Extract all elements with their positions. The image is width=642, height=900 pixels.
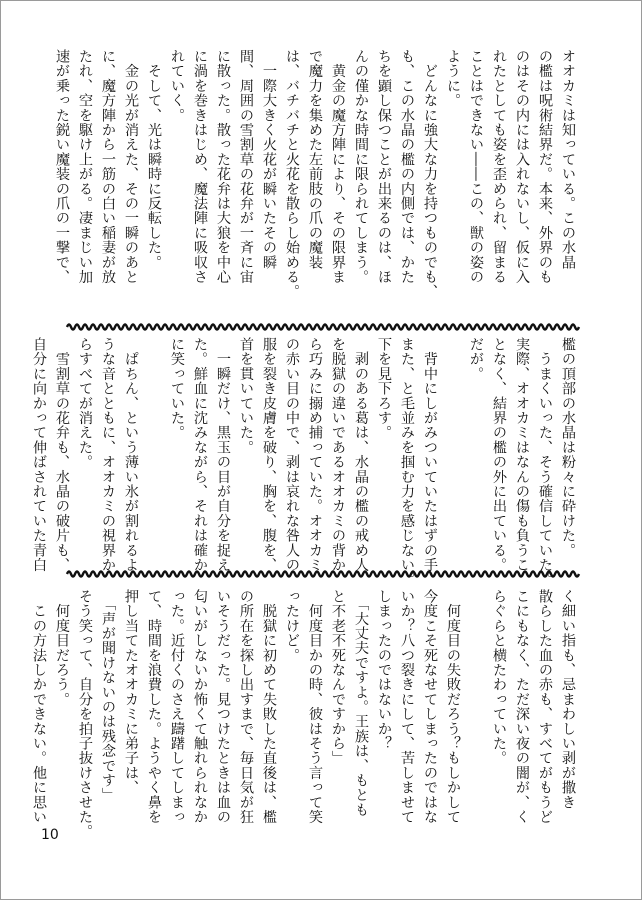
text-line: となく、結界の檻の外に出ている。: [491, 337, 507, 573]
text-line: うな音とともに、オオカミの視界か: [100, 337, 116, 573]
text-line: 速が乗った鋭い魔装の爪の一撃で、: [54, 49, 70, 285]
text-line: らぐらと横たわっていた。: [491, 589, 507, 766]
text-line: うまくいった、そう確信していた。: [537, 337, 553, 587]
text-line: 雪割草の花弁も、水晶の破片も、: [54, 337, 70, 573]
section-divider: [67, 568, 579, 580]
text-line: 檻の頂部の水晶は粉々に砕けた。: [560, 337, 576, 558]
text-line: [464, 589, 487, 819]
text-line: れたとしても姿を歪められ、留まる: [491, 49, 507, 285]
text-line: った。近付くのさえ躊躇してしまっ: [169, 589, 185, 825]
text-line: ことはできない――この、獣の姿の: [468, 49, 484, 285]
text-line: 服を裂き皮膚を破り、胸を、腹を、: [261, 337, 277, 573]
text-line: 首を貫いていた。: [238, 337, 254, 455]
text-line: 匂いがしないか怖くて触れられなか: [192, 589, 208, 825]
text-line: たれ、空を駆け上がる。凄まじい加: [77, 49, 93, 285]
text-line: んの僅かな時間に限られてしまう。: [353, 49, 369, 285]
text-line: ら巧みに搦め捕っていた。オオカミ: [307, 337, 323, 573]
text-line: こにもなく、ただ深い夜の闇が、く: [514, 589, 530, 825]
text-line: は、バチバチと火花を散らし始める。: [284, 49, 300, 299]
text-line: 「声が聞けないのは残念です」: [100, 589, 116, 803]
text-line: [441, 337, 464, 559]
text-line: に散った。散った花弁は大狼を中心: [215, 49, 231, 285]
text-line: に渦を巻きはじめ、魔法陣に吸収さ: [192, 49, 208, 285]
text-line: 黄金の魔方陣により、その限界ま: [330, 49, 346, 285]
text-line: 脱獄に初めて失敗した直後は、檻: [261, 589, 277, 825]
text-line: ったけど。: [284, 589, 300, 663]
text-line: 今度こそ死なせてしまったのではな: [422, 589, 438, 825]
text-line: 下を見下ろす。: [376, 337, 392, 440]
text-line: 金の光が消えた、その一瞬のあと: [123, 49, 139, 285]
text-line: また、と毛並みを掴む力を感じない。: [399, 337, 415, 587]
text-line: 「大丈夫ですよ。王族は、もとも: [353, 589, 369, 818]
text-line: 実際、オオカミはなんの傷も負うこ: [514, 337, 530, 573]
text-line: 何度目の失敗だろう？もしかして: [445, 589, 461, 825]
text-line: 剥のある葛は、水晶の檻の戒め人: [353, 337, 369, 573]
text-line: も、この水晶の檻の内側では、かた: [399, 49, 415, 285]
text-line: れていく。: [169, 49, 185, 123]
text-line: で魔力を集めた左前肢の爪の魔装: [307, 49, 323, 270]
text-line: [142, 337, 165, 559]
text-block-2: [31, 337, 579, 587]
text-line: オオカミは知っている。この水晶: [560, 49, 576, 270]
text-line: この方法しかできない。他に思い: [31, 589, 47, 825]
text-line: 押し当てたオオカミに弟子は、: [123, 589, 139, 795]
text-line: を脱獄の違いであるオオカミの背か: [330, 337, 346, 573]
text-line: と不老不死なんですから」: [330, 589, 346, 766]
text-line: に笑っていた。: [169, 337, 185, 440]
text-line: 背中にしがみついていたはずの手: [422, 337, 438, 573]
text-line: に、魔方陣から一筋の白い稲妻が放: [100, 49, 116, 285]
text-line: 自分に向かって伸ばされていた青白: [31, 337, 47, 573]
text-line: そして、光は瞬時に反転した。: [146, 49, 162, 270]
text-line: て、時間を浪費した。ようやく鼻を: [146, 589, 162, 825]
text-line: の所在を探し出すまで、毎日気が狂: [238, 589, 254, 825]
text-line: 散らした血の赤も、すべてがもうど: [537, 589, 553, 825]
text-line: 一際大きく火花が瞬いたその瞬: [261, 49, 277, 270]
text-line: 何度目だろう。: [54, 589, 70, 707]
text-line: だが。: [468, 337, 484, 382]
page-number: 10: [41, 827, 59, 843]
text-line: いか？八つ裂きにして、苦しませて: [399, 589, 415, 825]
text-line: いそうだった。見つけたときは血の: [215, 589, 231, 825]
section-divider: [67, 321, 579, 333]
text-line: 間、周囲の雪割草の花弁が一斉に宙: [238, 49, 254, 285]
text-line: のはその内には入れないし、仮に入: [514, 49, 530, 285]
text-line: 一瞬だけ、黒玉の目が自分を捉え: [215, 337, 231, 573]
text-line: ちを顕し保つことが出来るのは、ほ: [376, 49, 392, 285]
text-line: 何度目かの時、彼はそう言って笑: [307, 589, 323, 825]
text-line: の赤い目の中で、剥は哀れな咎人の: [284, 337, 300, 573]
text-line: しまったのではないか？: [376, 589, 392, 751]
text-block-1: [54, 49, 579, 319]
text-line: く細い指も、忌まわしい剥が撒き: [560, 589, 576, 810]
text-line: らすべてが消えた。: [77, 337, 93, 470]
text-line: ように。: [445, 49, 461, 108]
text-line: ぱちん、という薄い氷が割れるよ: [123, 337, 139, 573]
text-line: た。鮮血に沈みながら、それは確か: [192, 337, 208, 573]
text-line: どんなに強大な力を持つものでも、: [422, 49, 438, 299]
text-line: の檻は呪術結界だ。本来、外界のも: [537, 49, 553, 285]
text-line: そう笑って、自分を拍子抜けさせた。: [77, 589, 93, 839]
